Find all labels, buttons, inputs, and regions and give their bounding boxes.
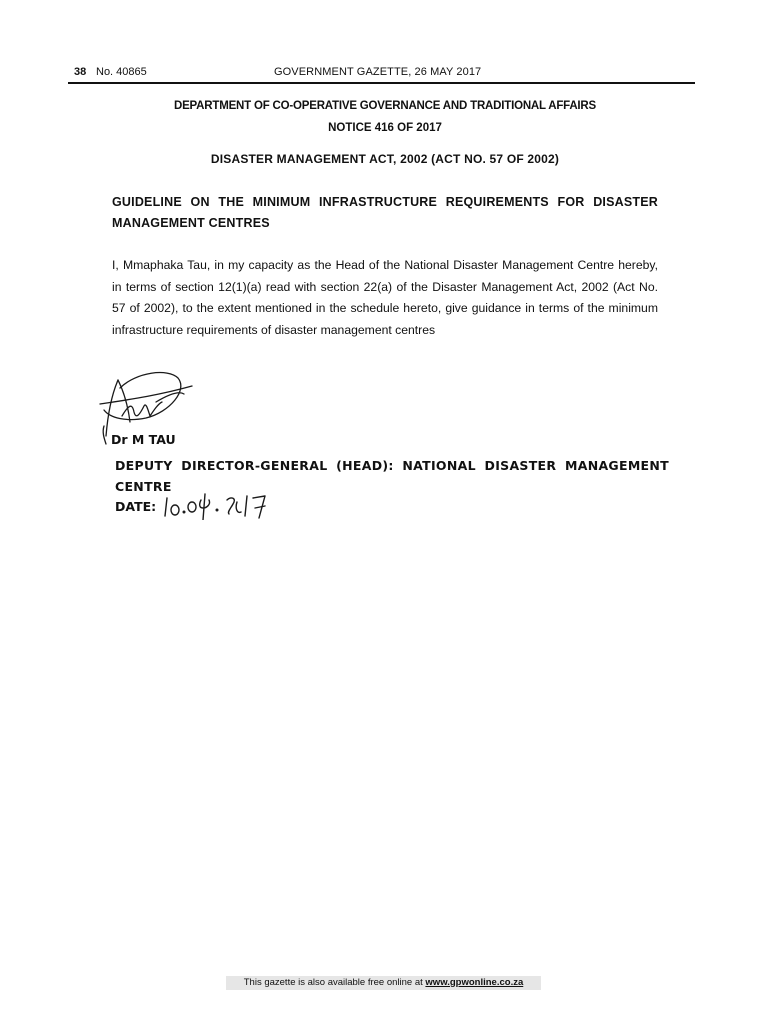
header-divider [68, 82, 695, 84]
notice-body: I, Mmaphaka Tau, in my capacity as the Head of the National Disaster Management Centre hereby, in terms of section 12(1)(a) read with section 22(a) of the Disaster Management Act, 2002 (Act No. 57 of 2002), to the extent mentioned in the schedule hereto, give guidance in terms of the minimum infrastructure requirements of disaster management centres [112, 258, 658, 337]
signatory-title: DEPUTY DIRECTOR-GENERAL (HEAD): NATIONAL DISASTER MANAGEMENT CENTRE [115, 458, 669, 494]
notice-number: NOTICE 416 OF 2017 [328, 122, 442, 134]
footer-text: This gazette is also available free online at [243, 977, 426, 988]
date-label: DATE: [115, 499, 157, 514]
issue-number: No. 40865 [96, 66, 147, 78]
gazette-title: GOVERNMENT GAZETTE, 26 MAY 2017 [274, 66, 482, 78]
guideline-title: GUIDELINE ON THE MINIMUM INFRASTRUCTURE REQUIREMENTS FOR DISASTER MANAGEMENT CENTRES [112, 195, 658, 230]
page-header [74, 66, 698, 80]
footer-website-link[interactable]: www.gpwonline.co.za [425, 977, 524, 988]
handwritten-date [163, 490, 283, 520]
footer-banner [226, 976, 541, 990]
signatory-name: Dr M TAU [111, 432, 176, 447]
page-number: 38 [74, 66, 87, 78]
act-title: DISASTER MANAGEMENT ACT, 2002 (ACT NO. 57 OF 2002) [210, 152, 560, 166]
department-heading: DEPARTMENT OF CO-OPERATIVE GOVERNANCE AND TRADITIONAL AFFAIRS [173, 100, 597, 112]
